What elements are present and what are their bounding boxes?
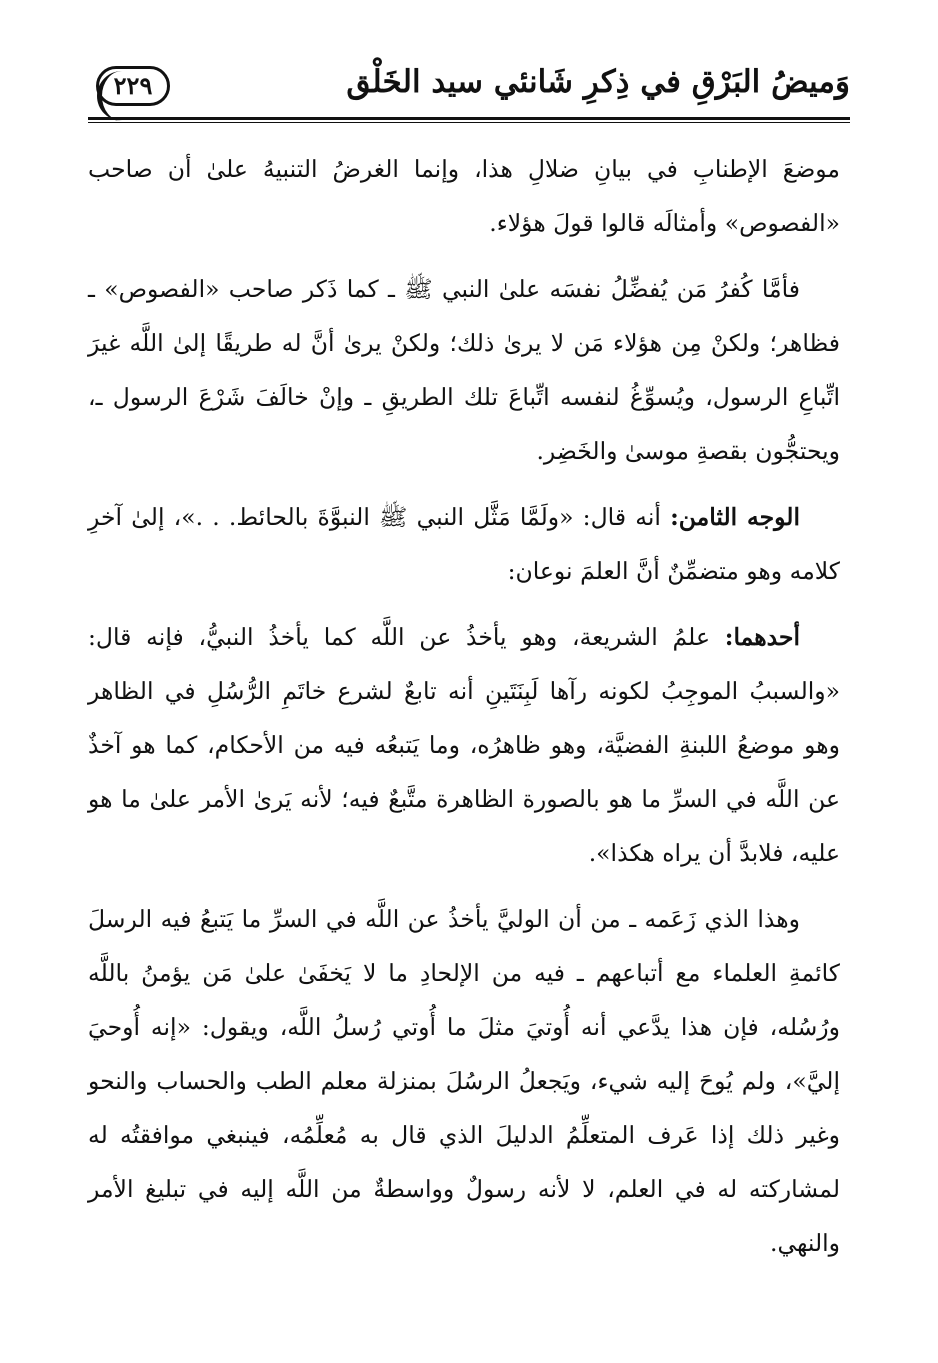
body-text — [88, 142, 840, 1282]
running-title: وَميضُ البَرْقِ في ذِكرِ شَانئي سيد الخَلْق — [346, 64, 850, 100]
paragraph — [88, 490, 840, 598]
paragraph-text: فأمَّا كُفرُ مَن يُفضِّلُ نفسَه علىٰ النبي ﷺ ـ كما ذَكر صاحب «الفصوص» ـ فظاهر؛ ولكنْ مِن هؤلاء مَن لا يرىٰ ذلك؛ ولكنْ يرىٰ أنَّ له طريقًا إلىٰ اللَّه غيرَ اتِّباعِ الرسول، ويُسوِّغُ لنفسه اتِّباعَ تلك الطريقِ ـ وإنْ خالَفَ شَرْعَ الرسول ـ، ويحتجُّون بقصةِ موسىٰ والخَضِر. — [88, 275, 840, 465]
paragraph — [88, 610, 840, 880]
paragraph — [88, 892, 840, 1270]
paragraph-text: علمُ الشريعة، وهو يأخذُ عن اللَّه كما يأخذُ النبيُّ، فإنه قال: «والسببُ الموجِبُ لكونه رآها لَبِنَتَينِ أنه تابعٌ لشرع خاتَمِ الرُّسُلِ في الظاهر وهو موضعُ اللبنةِ الفضيَّة، وهو ظاهرُه، وما يَتبعُه فيه من الأحكام، كما هو آخذٌ عن اللَّه في السرِّ ما هو بالصورة الظاهرة متَّبعٌ فيه؛ لأنه يَرىٰ الأمر علىٰ ما هو عليه، فلابدَّ أن يراه هكذا». — [88, 623, 840, 867]
badge-ornament — [97, 71, 127, 121]
page-number-badge — [96, 66, 170, 106]
page-number: ٢٢٩ — [113, 71, 153, 100]
paragraph-lead: الوجه الثامن: — [670, 503, 800, 531]
header-rule — [88, 117, 850, 120]
header-rule-thin — [88, 122, 850, 123]
page-header — [88, 58, 850, 120]
paragraph-text: أنه قال: «ولَمَّا مَثَّل النبي ﷺ النبوَّةَ بالحائط. . .»، إلىٰ آخرِ كلامه وهو متضمِّنٌ أنَّ العلمَ نوعان: — [88, 503, 840, 585]
paragraph — [88, 262, 840, 478]
paragraph — [88, 142, 840, 250]
paragraph-lead: أحدهما: — [724, 623, 800, 651]
paragraph-text: وهذا الذي زَعَمه ـ من أن الوليَّ يأخذُ عن اللَّه في السرِّ ما يَتبعُ فيه الرسلَ كائمةِ العلماء مع أتباعهم ـ فيه من الإلحادِ ما لا يَخفَىٰ علىٰ مَن يؤمنُ باللَّه ورُسُله، فإن هذا يدَّعي أنه أُوتيَ مثلَ ما أُوتي رُسلُ اللَّه، ويقول: «إنه أُوحيَ إليَّ»، ولم يُوحَ إليه شيء، ويَجعلُ الرسُلَ بمنزلة معلم الطب والحساب والنحو وغير ذلك إذا عَرف المتعلِّمُ الدليلَ الذي قال به مُعلِّمُه، فينبغي موافقتُه له لمشاركته له في العلم، لا لأنه رسولٌ وواسطةٌ من اللَّه إليه في تبليغ الأمر والنهي. — [88, 905, 840, 1257]
paragraph-text: موضعَ الإطنابِ في بيانِ ضلالِ هذا، وإنما الغرضُ التنبيهُ علىٰ أن صاحب «الفصوص» وأمثالَه قالوا قولَ هؤلاء. — [88, 155, 840, 237]
